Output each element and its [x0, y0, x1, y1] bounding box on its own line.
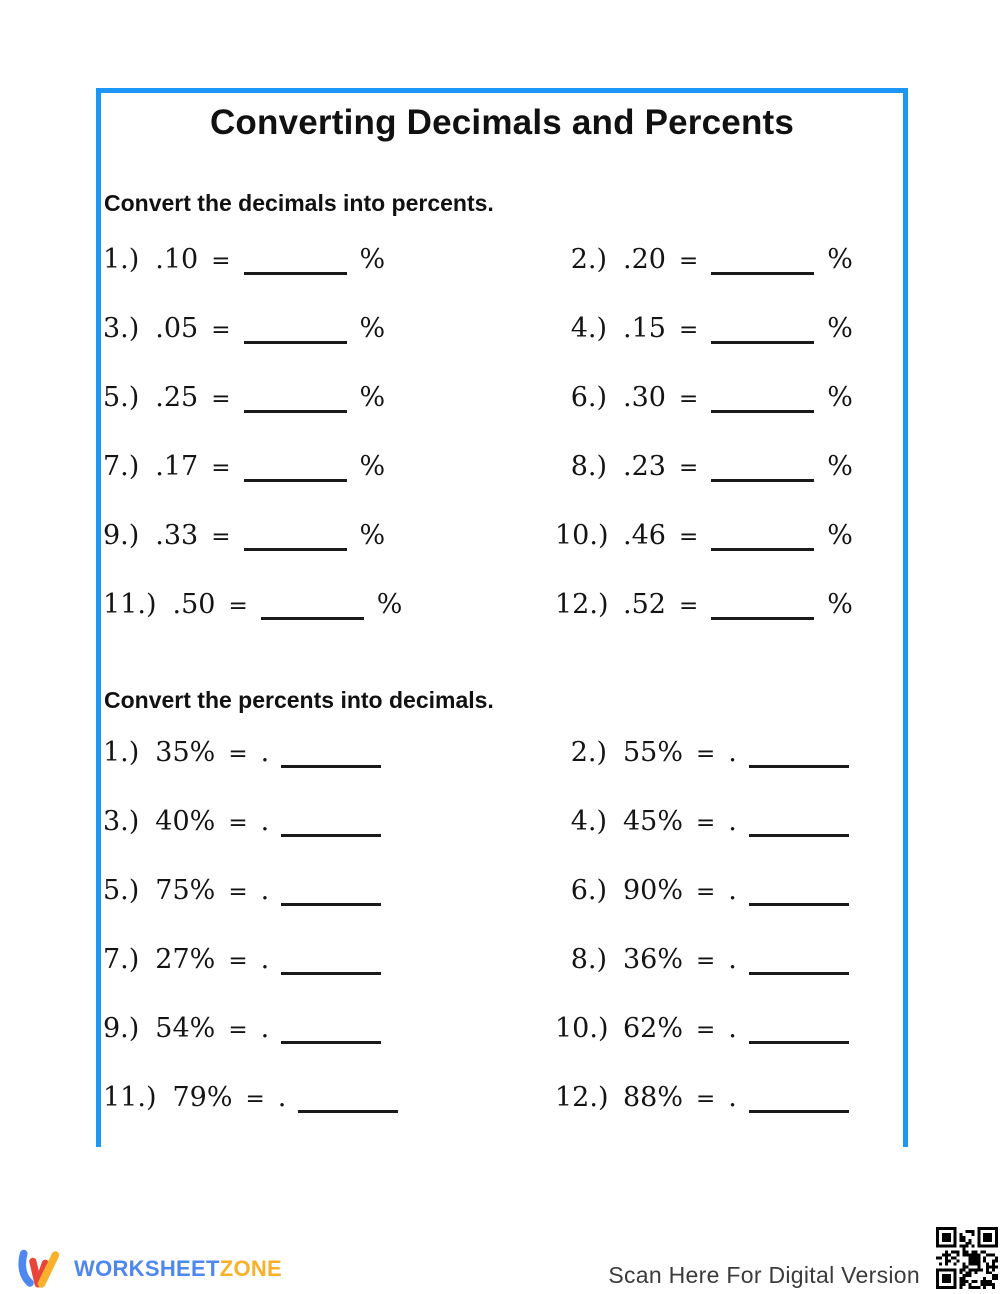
problem-value: 45%: [623, 806, 684, 837]
problem-item: [103, 856, 555, 925]
answer-blank: [749, 1041, 849, 1044]
equals-sign: =: [211, 386, 231, 412]
percent-symbol: %: [359, 244, 386, 275]
problem-value: .30: [623, 382, 666, 413]
problem-number: 3.): [103, 806, 140, 837]
equals-sign: =: [678, 455, 699, 481]
answer-blank: [244, 410, 347, 413]
equals-sign: =: [228, 593, 248, 619]
problem-number: 8.): [570, 944, 607, 975]
equals-sign: =: [696, 948, 716, 974]
problem-value: .50: [172, 589, 216, 620]
problem-value: 90%: [623, 875, 684, 906]
problem-number: 10.): [555, 520, 609, 551]
problem-item: [555, 1063, 903, 1132]
problem-item: [103, 925, 555, 994]
answer-blank: [244, 341, 347, 344]
equals-sign: =: [678, 593, 699, 619]
problem-value: 62%: [623, 1013, 684, 1044]
problem-number: 1.): [103, 244, 140, 275]
percent-symbol: %: [827, 244, 853, 275]
answer-blank: [281, 834, 381, 837]
problem-value: 79%: [172, 1082, 233, 1113]
problem-value: 40%: [155, 806, 216, 837]
problem-item: [103, 225, 555, 294]
answer-blank: [281, 903, 381, 906]
equals-sign: =: [678, 524, 699, 550]
decimal-point: .: [728, 1082, 737, 1113]
answer-blank: [281, 1041, 381, 1044]
problem-item: [555, 225, 903, 294]
decimal-point: .: [728, 737, 737, 768]
qr-code: [936, 1227, 998, 1289]
problem-number: 4.): [570, 313, 607, 344]
problem-item: [103, 432, 555, 501]
percent-symbol: %: [827, 382, 853, 413]
problem-value: .17: [155, 451, 199, 482]
problem-item: [555, 925, 903, 994]
problem-item: [555, 718, 903, 787]
problem-value: 54%: [155, 1013, 216, 1044]
problem-number: 11.): [103, 589, 157, 620]
percent-symbol: %: [359, 451, 386, 482]
equals-sign: =: [228, 1017, 248, 1043]
problem-item: [555, 856, 903, 925]
answer-blank: [261, 617, 364, 620]
decimal-point: .: [277, 1082, 287, 1113]
answer-blank: [711, 272, 814, 275]
equals-sign: =: [211, 524, 231, 550]
equals-sign: =: [696, 1086, 716, 1112]
decimal-point: .: [260, 806, 270, 837]
answer-blank: [244, 479, 347, 482]
problem-value: 75%: [155, 875, 216, 906]
problem-value: .25: [155, 382, 199, 413]
section-percents-to-decimals: [101, 687, 903, 1132]
problem-item: [555, 432, 903, 501]
problem-number: 7.): [103, 944, 140, 975]
equals-sign: =: [696, 810, 716, 836]
problem-number: 9.): [103, 1013, 140, 1044]
equals-sign: =: [245, 1086, 265, 1112]
problem-item: [103, 363, 555, 432]
equals-sign: =: [228, 879, 248, 905]
decimal-point: .: [728, 875, 737, 906]
brand-text: [74, 1256, 282, 1282]
worksheetzone-logo: [17, 1248, 282, 1290]
problem-item: [103, 994, 555, 1063]
problems-grid: [101, 225, 903, 639]
problem-value: .10: [155, 244, 199, 275]
scan-here-label: Scan Here For Digital Version: [608, 1262, 920, 1288]
equals-sign: =: [211, 248, 231, 274]
equals-sign: =: [678, 317, 699, 343]
worksheet-frame: [96, 88, 908, 1147]
problem-number: 1.): [103, 737, 140, 768]
decimal-point: .: [260, 1013, 270, 1044]
equals-sign: =: [696, 879, 716, 905]
equals-sign: =: [211, 317, 231, 343]
problem-value: .20: [623, 244, 666, 275]
problem-number: 5.): [103, 875, 140, 906]
answer-blank: [281, 765, 381, 768]
problem-item: [555, 570, 903, 639]
decimal-point: .: [260, 875, 270, 906]
percent-symbol: %: [376, 589, 403, 620]
problem-value: .33: [155, 520, 199, 551]
problem-value: .52: [623, 589, 666, 620]
problems-grid: [101, 718, 903, 1132]
decimal-point: .: [728, 1013, 737, 1044]
problem-number: 2.): [570, 737, 607, 768]
problem-item: [555, 294, 903, 363]
equals-sign: =: [211, 455, 231, 481]
decimal-point: .: [260, 944, 270, 975]
problem-number: 7.): [103, 451, 140, 482]
problem-value: .05: [155, 313, 199, 344]
problem-value: 88%: [623, 1082, 684, 1113]
answer-blank: [711, 617, 814, 620]
answer-blank: [244, 272, 347, 275]
worksheet-title: Converting Decimals and Percents: [209, 103, 795, 142]
equals-sign: =: [678, 248, 699, 274]
problem-number: 9.): [103, 520, 140, 551]
problem-item: [555, 994, 903, 1063]
problem-number: 11.): [103, 1082, 157, 1113]
percent-symbol: %: [827, 451, 853, 482]
percent-symbol: %: [827, 520, 853, 551]
answer-blank: [749, 903, 849, 906]
problem-value: 55%: [623, 737, 684, 768]
answer-blank: [244, 548, 347, 551]
percent-symbol: %: [359, 382, 386, 413]
equals-sign: =: [228, 810, 248, 836]
equals-sign: =: [696, 1017, 716, 1043]
problem-item: [555, 787, 903, 856]
problem-value: .23: [623, 451, 666, 482]
problem-item: [103, 718, 555, 787]
percent-symbol: %: [359, 313, 386, 344]
problem-item: [103, 787, 555, 856]
problem-item: [103, 570, 555, 639]
brand-worksheet: WORKSHEET: [74, 1256, 220, 1281]
answer-blank: [749, 834, 849, 837]
problem-item: [555, 363, 903, 432]
problem-item: [103, 294, 555, 363]
section-instruction: Convert the percents into decimals.: [104, 687, 494, 713]
equals-sign: =: [228, 948, 248, 974]
problem-number: 3.): [103, 313, 140, 344]
answer-blank: [281, 972, 381, 975]
answer-blank: [711, 548, 814, 551]
problem-item: [103, 501, 555, 570]
problem-number: 8.): [570, 451, 607, 482]
brand-zone: ZONE: [219, 1256, 283, 1281]
decimal-point: .: [728, 806, 737, 837]
problem-value: 27%: [155, 944, 216, 975]
problem-number: 10.): [555, 1013, 609, 1044]
problem-number: 5.): [103, 382, 140, 413]
answer-blank: [749, 765, 849, 768]
decimal-point: .: [728, 944, 737, 975]
percent-symbol: %: [827, 589, 853, 620]
percent-symbol: %: [359, 520, 386, 551]
problem-item: [555, 501, 903, 570]
answer-blank: [711, 479, 814, 482]
problem-value: 35%: [155, 737, 216, 768]
problem-number: 4.): [570, 806, 607, 837]
equals-sign: =: [678, 386, 699, 412]
worksheetzone-logo-icon: [17, 1248, 65, 1290]
decimal-point: .: [260, 737, 270, 768]
answer-blank: [711, 410, 814, 413]
equals-sign: =: [696, 741, 716, 767]
problem-value: 36%: [623, 944, 684, 975]
problem-number: 12.): [555, 589, 609, 620]
answer-blank: [749, 1110, 849, 1113]
problem-number: 6.): [570, 875, 607, 906]
percent-symbol: %: [827, 313, 853, 344]
equals-sign: =: [228, 741, 248, 767]
problem-number: 6.): [570, 382, 607, 413]
section-decimals-to-percents: [101, 190, 903, 639]
section-instruction: Convert the decimals into percents.: [104, 190, 494, 216]
problem-value: .46: [623, 520, 666, 551]
problem-number: 2.): [570, 244, 607, 275]
problem-value: .15: [623, 313, 666, 344]
answer-blank: [749, 972, 849, 975]
answer-blank: [711, 341, 814, 344]
problem-number: 12.): [555, 1082, 609, 1113]
problem-item: [103, 1063, 555, 1132]
answer-blank: [298, 1110, 398, 1113]
